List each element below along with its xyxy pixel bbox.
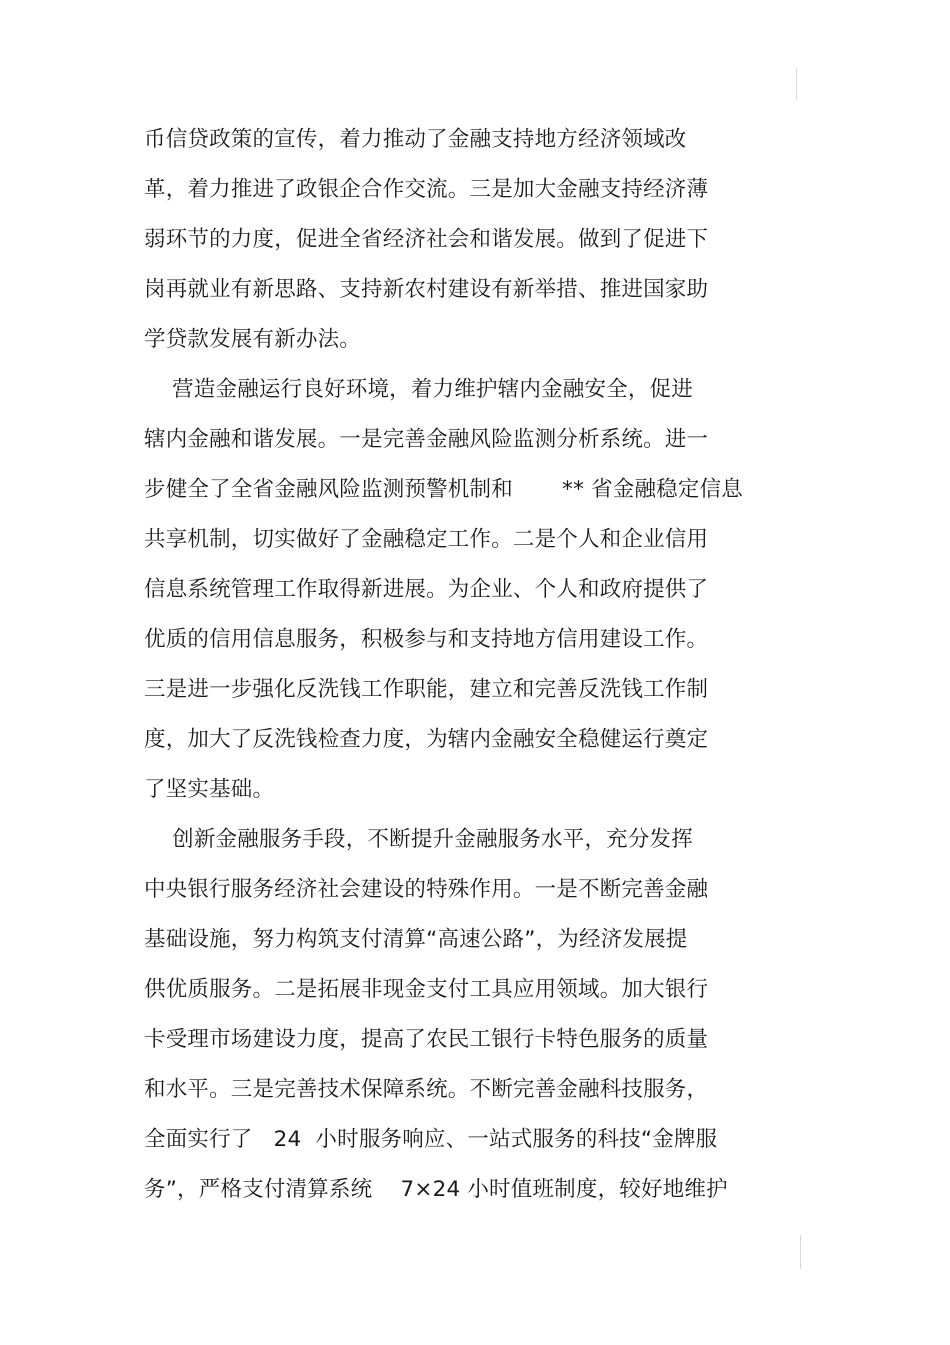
paragraph-start-line: 营造金融运行良好环境，着力维护辖内金融安全，促进: [144, 377, 693, 402]
text-line: 岗再就业有新思路、支持新农村建设有新举措、推进国家助: [144, 277, 709, 302]
text-line: 和水平。三是完善技术保障系统。不断完善金融科技服务，: [144, 1077, 709, 1102]
text-line: 了坚实基础。: [144, 777, 275, 802]
document-body: [144, 115, 794, 1215]
text-line: 中央银行服务经济社会建设的特殊作用。一是不断完善金融: [144, 877, 709, 902]
page-edge-mark-bottom: [800, 1235, 801, 1269]
text-line: 供优质服务。二是拓展非现金支付工具应用领域。加大银行: [144, 977, 709, 1002]
text-line: 优质的信用信息服务，积极参与和支持地方信用建设工作。: [144, 627, 709, 652]
text-line: 三是进一步强化反洗钱工作职能，建立和完善反洗钱工作制: [144, 677, 709, 702]
text-line: 卡受理市场建设力度，提高了农民工银行卡特色服务的质量: [144, 1027, 709, 1052]
paragraph-start-line: 创新金融服务手段，不断提升金融服务水平，充分发挥: [144, 827, 693, 852]
text-line: 度，加大了反洗钱检查力度，为辖内金融安全稳健运行奠定: [144, 727, 709, 752]
text-line: 全面实行了 24 小时服务响应、一站式服务的科技“金牌服: [144, 1127, 718, 1152]
text-line: 务”，严格支付清算系统 7×24 小时值班制度，较好地维护: [144, 1177, 728, 1202]
text-line: 革，着力推进了政银企合作交流。三是加大金融支持经济薄: [144, 177, 709, 202]
text-line: 基础设施，努力构筑支付清算“高速公路”，为经济发展提: [144, 927, 688, 952]
text-line: 币信贷政策的宣传，着力推动了金融支持地方经济领域改: [144, 127, 687, 152]
page-edge-mark-top: [796, 68, 797, 100]
text-line: 弱环节的力度，促进全省经济社会和谐发展。做到了促进下: [144, 227, 709, 252]
text-line: 学贷款发展有新办法。: [144, 327, 362, 352]
text-line: 信息系统管理工作取得新进展。为企业、个人和政府提供了: [144, 577, 709, 602]
text-line: 步健全了全省金融风险监测预警机制和 ** 省金融稳定信息: [144, 477, 743, 502]
text-line: 辖内金融和谐发展。一是完善金融风险监测分析系统。进一: [144, 427, 709, 452]
text-line: 共享机制，切实做好了金融稳定工作。二是个人和企业信用: [144, 527, 709, 552]
